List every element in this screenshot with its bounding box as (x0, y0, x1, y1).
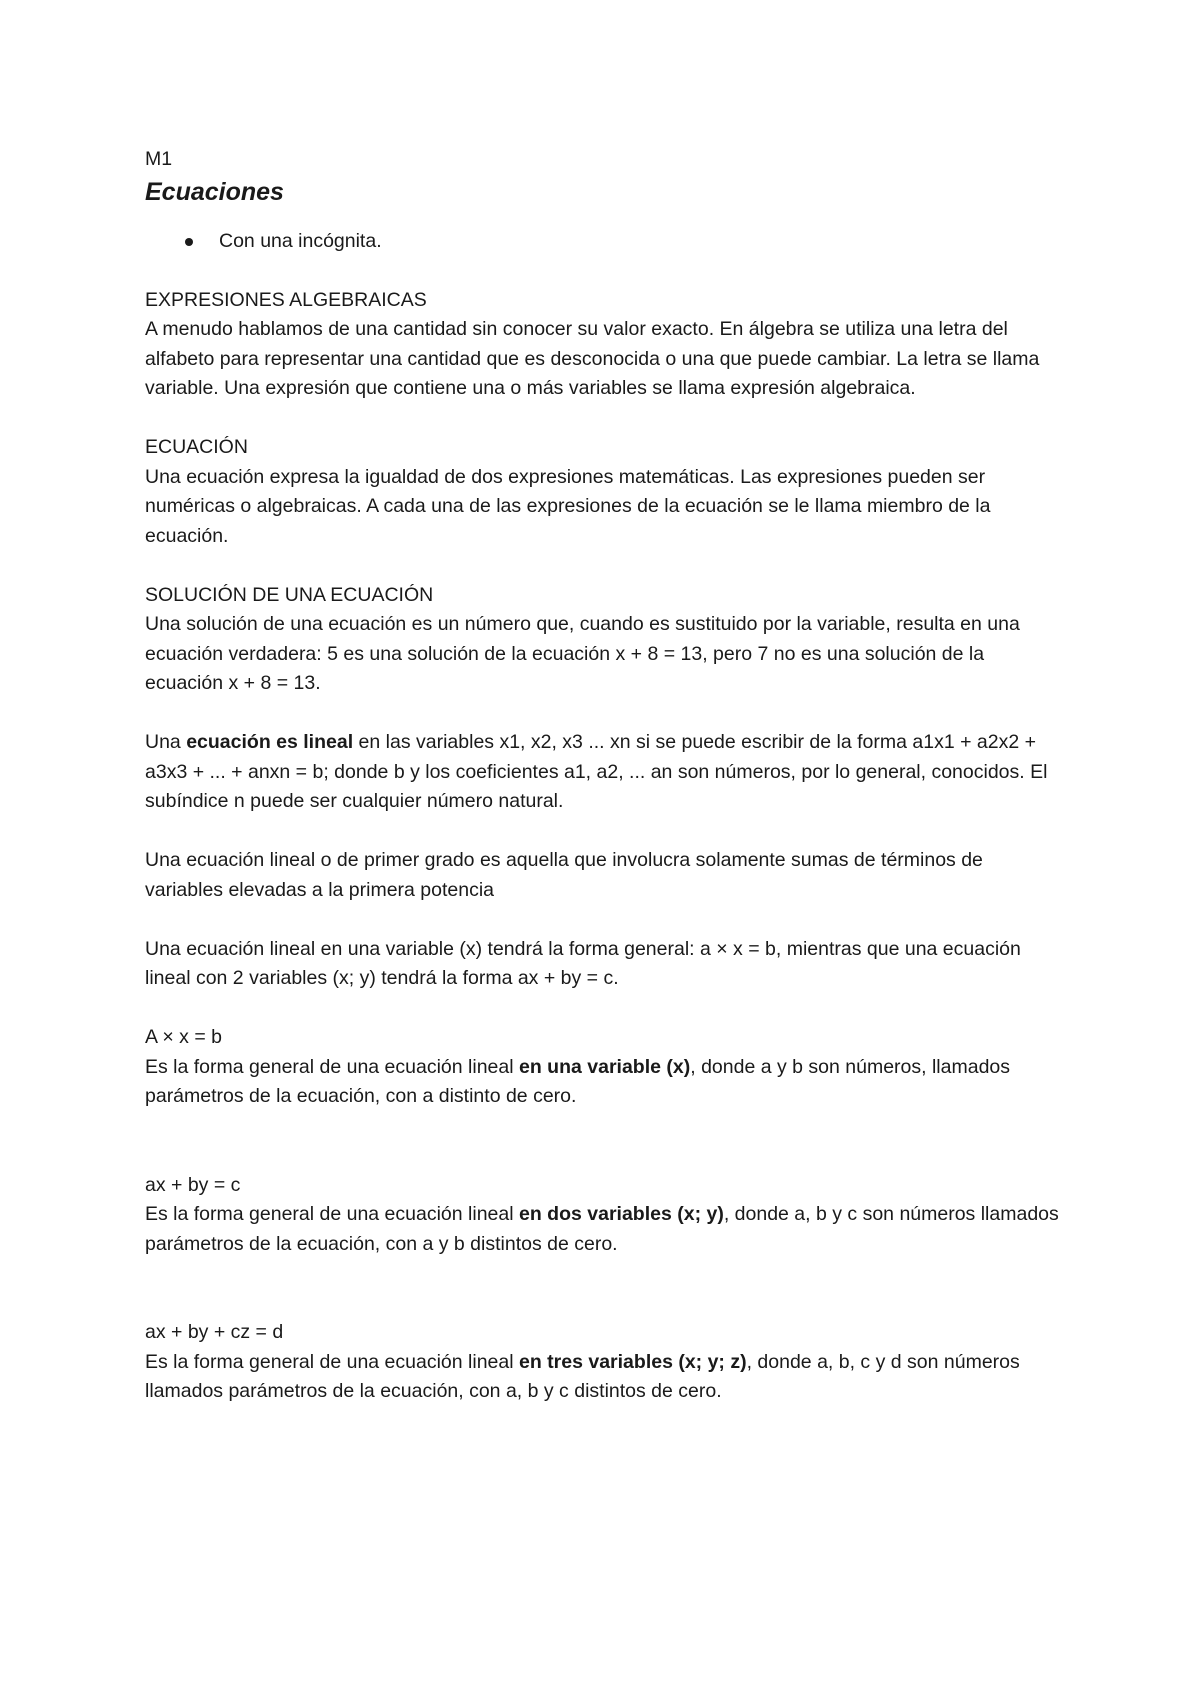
list-item-text: Con una incógnita. (219, 229, 382, 252)
section-dos-variables (145, 1171, 1065, 1260)
text-run: , donde a, b, c y d son números llamados parámetros de la ecuación, con a, b y c distintos de cero. (145, 1350, 1020, 1402)
bold-term: en tres variables (x; y; z) (519, 1350, 747, 1373)
bold-term: ecuación es lineal (186, 731, 354, 753)
section-body (145, 1053, 1065, 1112)
section-tres-variables (145, 1318, 1065, 1407)
list-item (145, 227, 1065, 257)
section-una-variable (145, 1023, 1065, 1112)
section-body: Una ecuación expresa la igualdad de dos expresiones matemáticas. Las expresiones pueden ser numéricas o algebraicas. A cada una de las expresiones de la ecuación se le llama miembro de la ecuación. (145, 465, 991, 547)
section-body (145, 728, 1065, 817)
section-body: Una ecuación lineal en una variable (x) tendrá la forma general: a × x = b, mientras que una ecuación lineal con 2 variables (x; y) tendrá la forma ax + by = c. (145, 937, 1021, 989)
document-content (145, 145, 1065, 1407)
section-solucion (145, 581, 1065, 699)
text-run: Es la forma general de una ecuación lineal (145, 1203, 519, 1225)
section-expresiones (145, 286, 1065, 404)
section-body: Una solución de una ecuación es un número que, cuando es sustituido por la variable, resulta en una ecuación verdadera: 5 es una solución de la ecuación x + 8 = 13, pero 7 no es una solución de la ecuación x + 8 = 13. (145, 613, 1020, 694)
bold-term: en dos variables (x; y) (519, 1203, 724, 1225)
formula: ax + by + cz = d (145, 1321, 284, 1343)
text-run: , donde a, b y c son números llamados parámetros de la ecuación, con a y b distintos de cero. (145, 1203, 1059, 1255)
section-primer-grado (145, 846, 1065, 905)
formula: ax + by = c (145, 1173, 241, 1196)
bullet-dot-icon (185, 238, 193, 246)
text-run: Es la forma general de una ecuación lineal (145, 1055, 519, 1078)
module-label: M1 (145, 148, 173, 170)
bold-term: en una variable (x) (519, 1055, 691, 1078)
section-lineal (145, 728, 1065, 817)
text-run: Es la forma general de una ecuación lineal (145, 1350, 519, 1373)
section-heading: ECUACIÓN (145, 436, 248, 458)
section-body: A menudo hablamos de una cantidad sin conocer su valor exacto. En álgebra se utiliza una letra del alfabeto para representar una cantidad que es desconocida o una que puede cambiar. La letra se llama variable. Una expresión que contiene una o más variables se llama expresión algebraica. (145, 318, 1040, 399)
section-body (145, 1200, 1065, 1259)
document-title: Ecuaciones (145, 177, 284, 206)
section-body: Una ecuación lineal o de primer grado es aquella que involucra solamente sumas de términos de variables elevadas a la primera potencia (145, 849, 983, 901)
bullet-list (145, 227, 1065, 257)
text-run: Una (145, 731, 187, 753)
section-ecuacion (145, 433, 1065, 551)
text-run: en las variables x1, x2, x3 ... xn si se puede escribir de la forma a1x1 + a2x2 + a3x3 + ... + anxn = b; donde b y los coeficientes a1, a2, ... an son números, por lo general, conocidos. El subíndice n puede ser cualquier número natural. (145, 731, 1048, 812)
section-body (145, 1348, 1065, 1407)
section-heading: EXPRESIONES ALGEBRAICAS (145, 288, 427, 311)
section-forma-general (145, 935, 1065, 994)
section-heading: SOLUCIÓN DE UNA ECUACIÓN (145, 583, 434, 606)
text-run: , donde a y b son números, llamados parámetros de la ecuación, con a distinto de cero. (145, 1055, 1011, 1107)
formula: A × x = b (145, 1026, 222, 1048)
